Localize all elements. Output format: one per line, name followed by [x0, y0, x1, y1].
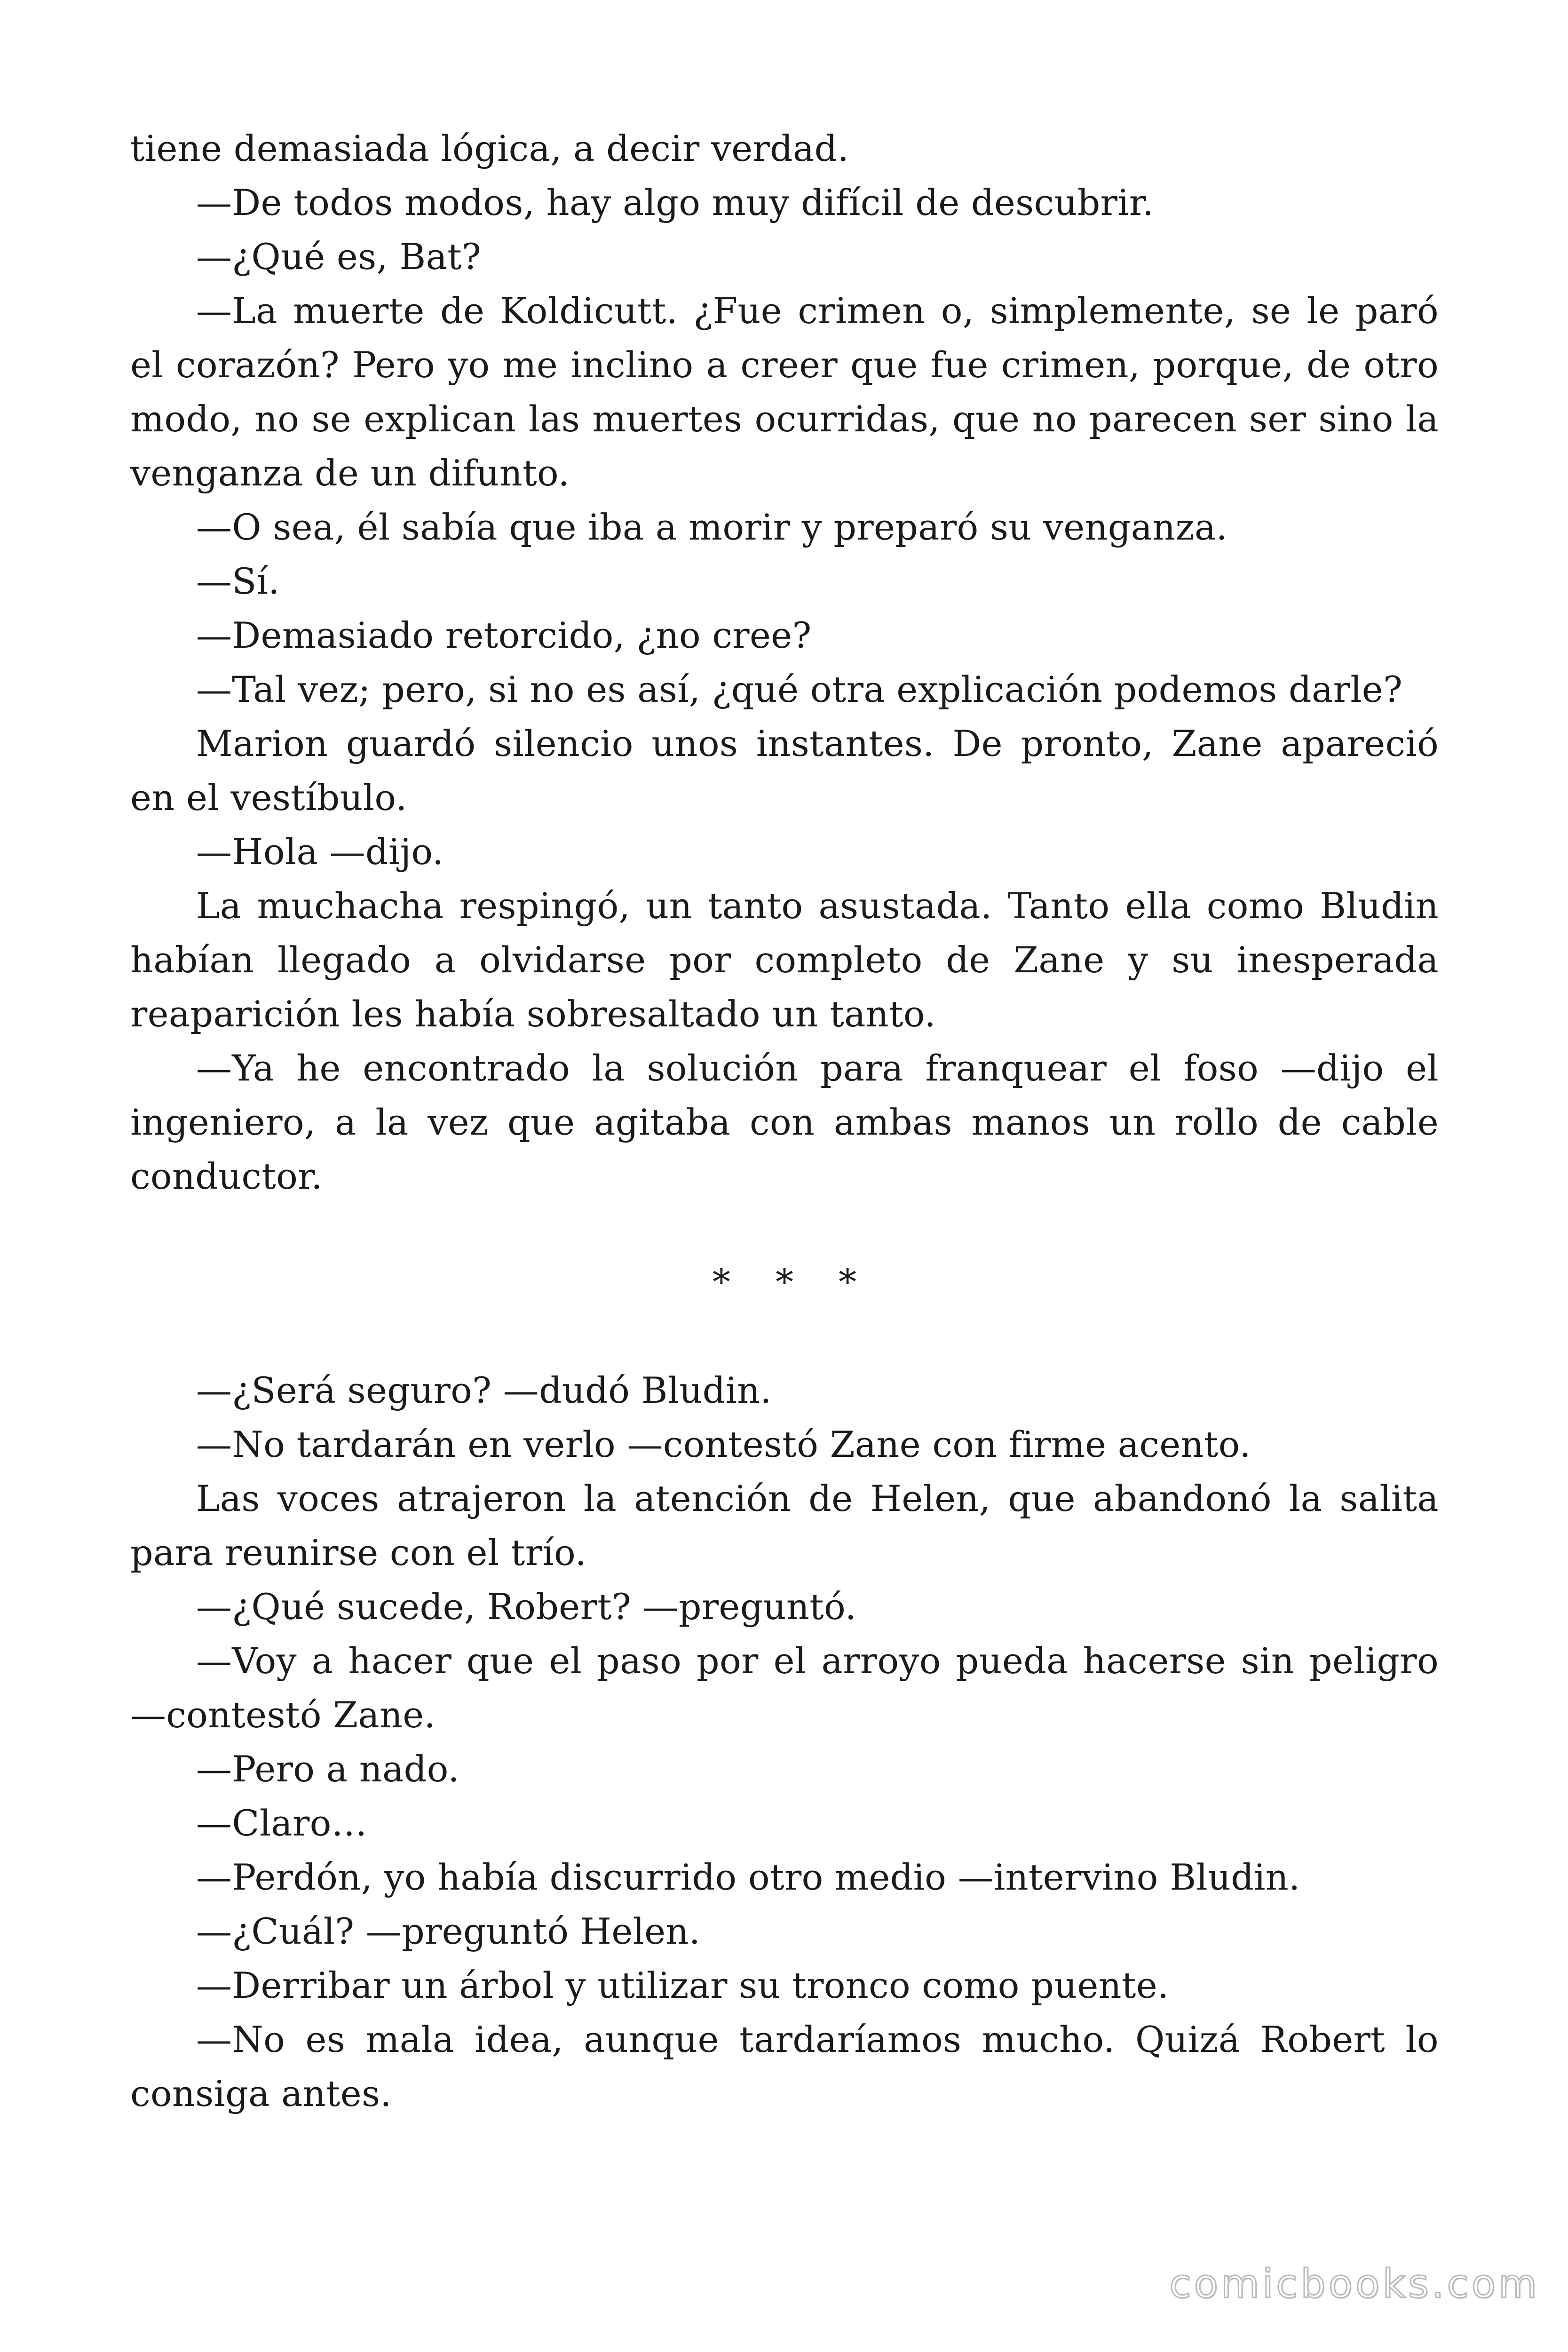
- paragraph: —La muerte de Koldicutt. ¿Fue crimen o, simplemente, se le paró el corazón? Pero yo me inclino a creer que fue crimen, porque, de otro modo, no se explican las muertes ocurridas, que no parecen ser sino la venganza de un difunto.: [130, 290, 1439, 494]
- paragraph: —De todos modos, hay algo muy difícil de descubrir.: [196, 182, 1154, 223]
- section-gap: [130, 1309, 1439, 1363]
- book-page: [130, 121, 1439, 2121]
- watermark-text: comicbooks.com: [1169, 2261, 1540, 2307]
- paragraph: —¿Será seguro? —dudó Bludin.: [196, 1369, 772, 1411]
- paragraph: Marion guardó silencio unos instantes. De pronto, Zane apareció en el vestíbulo.: [130, 723, 1439, 818]
- paragraph: —Derribar un árbol y utilizar su tronco como puente.: [196, 1964, 1169, 2006]
- paragraph: —Hola —dijo.: [196, 831, 444, 873]
- paragraph: —¿Cuál? —preguntó Helen.: [196, 1910, 701, 1952]
- paragraph: —No es mala idea, aunque tardaríamos mucho. Quizá Robert lo consiga antes.: [130, 2018, 1439, 2114]
- paragraph: Las voces atrajeron la atención de Helen, que abandonó la salita para reunirse con el trío.: [130, 1478, 1439, 1573]
- paragraph: —O sea, él sabía que iba a morir y preparó su venganza.: [196, 506, 1227, 548]
- section-separator: * * *: [712, 1261, 874, 1303]
- paragraph: —Voy a hacer que el paso por el arroyo pueda hacerse sin peligro —contestó Zane.: [130, 1640, 1439, 1736]
- paragraph: —No tardarán en verlo —contestó Zane con firme acento.: [196, 1423, 1251, 1465]
- paragraph: —Tal vez; pero, si no es así, ¿qué otra explicación podemos darle?: [196, 668, 1403, 710]
- paragraph: —Sí.: [196, 560, 280, 602]
- paragraph: —Pero a nado.: [196, 1748, 459, 1790]
- paragraph: —¿Qué sucede, Robert? —preguntó.: [196, 1586, 857, 1628]
- paragraph: —Demasiado retorcido, ¿no cree?: [196, 614, 812, 656]
- paragraph: —Ya he encontrado la solución para franquear el foso —dijo el ingeniero, a la vez que agitaba con ambas manos un rollo de cable conductor.: [130, 1047, 1439, 1197]
- paragraph: tiene demasiada lógica, a decir verdad.: [130, 127, 849, 169]
- paragraph: La muchacha respingó, un tanto asustada. Tanto ella como Bludin habían llegado a olvidarse por completo de Zane y su inesperada reaparición les había sobresaltado un tanto.: [130, 885, 1439, 1035]
- paragraph: —¿Qué es, Bat?: [196, 236, 482, 278]
- section-gap: [130, 1203, 1439, 1255]
- paragraph: —Perdón, yo había discurrido otro medio —intervino Bludin.: [196, 1856, 1300, 1898]
- paragraph: —Claro…: [196, 1802, 367, 1844]
